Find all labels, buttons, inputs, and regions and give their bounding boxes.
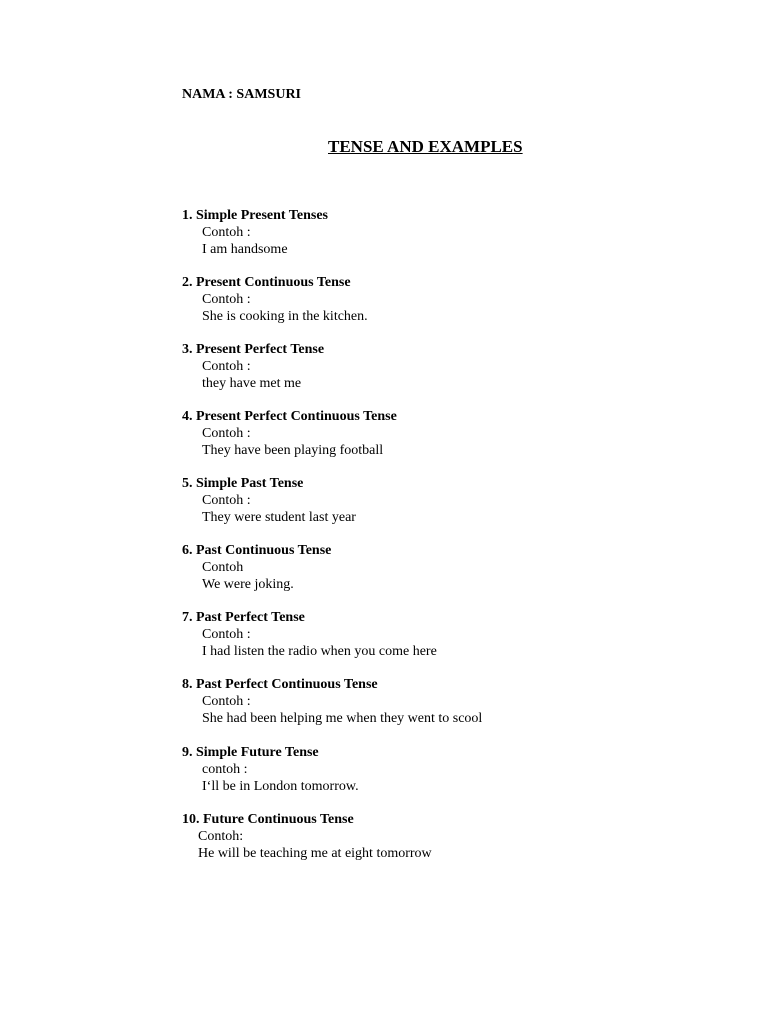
tense-section xyxy=(182,475,356,526)
example-sentence: She had been helping me when they went to scool xyxy=(202,711,483,726)
example-label: contoh : xyxy=(202,762,248,777)
tense-section xyxy=(182,676,482,727)
example-label: Contoh : xyxy=(202,359,251,374)
tense-heading: 8. Past Perfect Continuous Tense xyxy=(182,677,378,692)
tense-heading: 10. Future Continuous Tense xyxy=(182,812,354,827)
example-sentence: I had listen the radio when you come here xyxy=(202,644,437,659)
student-name: NAMA : SAMSURI xyxy=(182,87,301,102)
example-sentence: I‘ll be in London tomorrow. xyxy=(202,779,359,794)
tense-heading: 2. Present Continuous Tense xyxy=(182,275,351,290)
example-label: Contoh : xyxy=(202,694,251,709)
example-sentence: They were student last year xyxy=(202,510,356,525)
example-label: Contoh : xyxy=(202,426,251,441)
example-label: Contoh xyxy=(202,560,244,575)
tense-heading: 6. Past Continuous Tense xyxy=(182,543,332,558)
tense-section xyxy=(182,408,397,459)
tense-heading: 7. Past Perfect Tense xyxy=(182,610,305,625)
tense-heading: 1. Simple Present Tenses xyxy=(182,208,328,223)
tense-heading: 9. Simple Future Tense xyxy=(182,745,319,760)
tense-section xyxy=(182,341,324,392)
tense-heading: 4. Present Perfect Continuous Tense xyxy=(182,409,397,424)
tense-section xyxy=(182,744,359,795)
document-title: TENSE AND EXAMPLES xyxy=(328,137,523,156)
tense-section xyxy=(182,542,331,593)
example-label: Contoh : xyxy=(202,225,251,240)
example-sentence: They have been playing football xyxy=(202,443,384,458)
tense-section xyxy=(182,207,328,258)
example-label: Contoh: xyxy=(198,829,244,844)
example-sentence: We were joking. xyxy=(202,577,294,592)
example-label: Contoh : xyxy=(202,627,251,642)
example-sentence: She is cooking in the kitchen. xyxy=(202,309,368,324)
tense-section xyxy=(182,609,437,660)
example-label: Contoh : xyxy=(202,292,251,307)
example-label: Contoh : xyxy=(202,493,251,508)
tense-section xyxy=(182,811,432,862)
tense-section xyxy=(182,274,368,325)
example-sentence: they have met me xyxy=(202,376,302,391)
tense-heading: 5. Simple Past Tense xyxy=(182,476,304,491)
example-sentence: He will be teaching me at eight tomorrow xyxy=(198,846,432,861)
tense-heading: 3. Present Perfect Tense xyxy=(182,342,325,357)
example-sentence: I am handsome xyxy=(202,242,288,257)
